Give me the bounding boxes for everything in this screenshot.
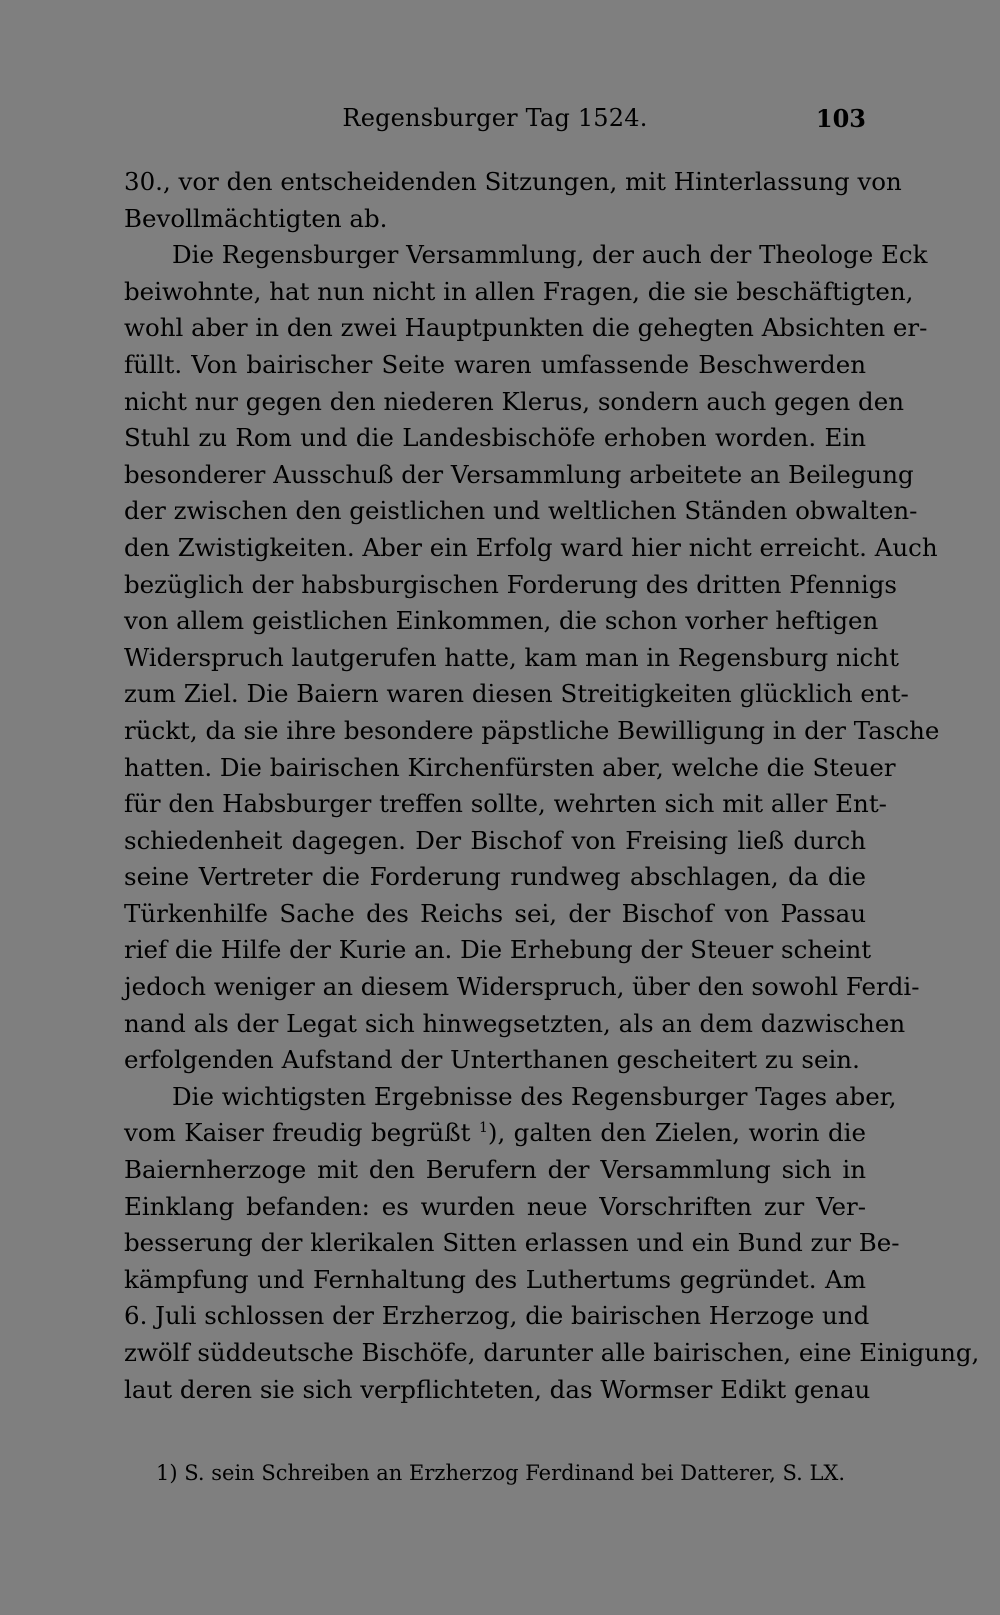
text-line: besserung der klerikalen Sitten erlassen und ein Bund zur Be- <box>124 1228 900 1258</box>
text-line: Widerspruch lautgerufen hatte, kam man in Regensburg nicht <box>124 642 899 672</box>
text-line: jedoch weniger an diesem Widerspruch, über den sowohl Ferdi- <box>124 972 920 1002</box>
text-fragment: ), galten den Zielen, worin die <box>487 1118 866 1148</box>
footnote-marker: 1) <box>156 1461 178 1485</box>
page-header <box>124 104 866 140</box>
text-line: Die Regensburger Versammlung, der auch der Theologe Eck <box>172 240 928 270</box>
text-line: beiwohnte, hat nun nicht in allen Fragen, die sie beschäftigten, <box>124 276 914 306</box>
text-line: besonderer Ausschuß der Versammlung arbeitete an Beilegung <box>124 459 914 489</box>
text-line: nicht nur gegen den niederen Klerus, sondern auch gegen den <box>124 386 904 416</box>
text-line: Stuhl zu Rom und die Landesbischöfe erhoben worden. Ein <box>124 423 866 453</box>
text-line: hatten. Die bairischen Kirchenfürsten aber, welche die Steuer <box>124 752 896 782</box>
text-fragment: vom Kaiser freudig begrüßt <box>124 1118 471 1148</box>
text-line: füllt. Von bairischer Seite waren umfassende Beschwerden <box>124 349 866 379</box>
page-number: 103 <box>815 104 866 133</box>
text-line: der zwischen den geistlichen und weltlichen Ständen obwalten- <box>124 496 918 526</box>
body-text <box>124 164 980 1408</box>
footnote-text: S. sein Schreiben an Erzherzog Ferdinand bei Datterer, S. LX. <box>184 1461 846 1485</box>
text-line: zwölf süddeutsche Bischöfe, darunter alle bairischen, eine Einigung, <box>124 1338 980 1367</box>
running-title: Regensburger Tag 1524. <box>342 104 648 132</box>
text-line: laut deren sie sich verpflichteten, das Wormser Edikt genau <box>124 1374 871 1404</box>
text-line: nand als der Legat sich hinwegsetzten, als an dem dazwischen <box>124 1008 906 1038</box>
text-line: den Zwistigkeiten. Aber ein Erfolg ward hier nicht erreicht. Auch <box>124 532 938 562</box>
text-line: rief die Hilfe der Kurie an. Die Erhebung der Steuer scheint <box>124 935 872 965</box>
footnote <box>156 1458 868 1488</box>
text-line: für den Habsburger treffen sollte, wehrten sich mit aller Ent- <box>124 789 887 819</box>
text-line: bezüglich der habsburgischen Forderung des dritten Pfennigs <box>124 569 897 599</box>
text-line: Baiernherzoge mit den Berufern der Versammlung sich in <box>124 1155 866 1185</box>
text-line: zum Ziel. Die Baiern waren diesen Streitigkeiten glücklich ent- <box>124 679 909 709</box>
text-line: erfolgenden Aufstand der Unterthanen gescheitert zu sein. <box>124 1045 860 1075</box>
text-line: 6. Juli schlossen der Erzherzog, die bairischen Herzoge und <box>124 1301 870 1331</box>
text-line: seine Vertreter die Forderung rundweg abschlagen, da die <box>124 862 866 892</box>
page-content <box>124 104 980 1408</box>
text-line: Die wichtigsten Ergebnisse des Regensburger Tages aber, <box>172 1081 897 1111</box>
text-line: schiedenheit dagegen. Der Bischof von Freising ließ durch <box>124 825 866 855</box>
text-line: 30., vor den entscheidenden Sitzungen, mit Hinterlassung von <box>124 167 902 196</box>
text-line: von allem geistlichen Einkommen, die schon vorher heftigen <box>124 606 879 636</box>
footnote-reference[interactable]: 1 <box>478 1120 488 1137</box>
text-line: kämpfung und Fernhaltung des Luthertums gegründet. Am <box>124 1264 866 1294</box>
text-line: Bevollmächtigten ab. <box>124 203 388 233</box>
text-line <box>124 1115 866 1152</box>
text-line: Türkenhilfe Sache des Reichs sei, der Bischof von Passau <box>124 898 866 928</box>
text-line: rückt, da sie ihre besondere päpstliche Bewilligung in der Tasche <box>124 715 940 745</box>
text-line: Einklang befanden: es wurden neue Vorschriften zur Ver- <box>124 1191 866 1221</box>
text-line: wohl aber in den zwei Hauptpunkten die gehegten Absichten er- <box>124 313 928 343</box>
